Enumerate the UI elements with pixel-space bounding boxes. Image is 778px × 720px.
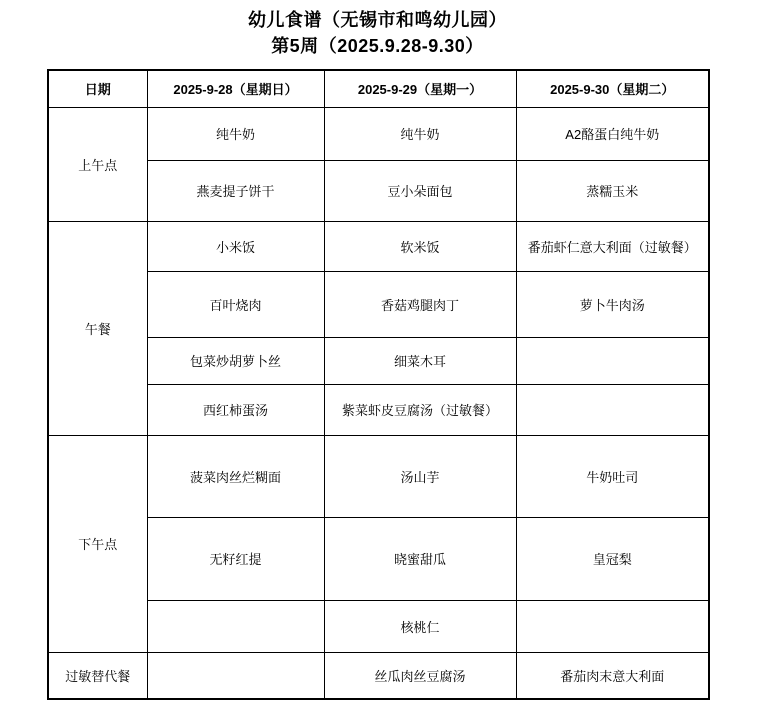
page-title-line2: 第5周（2025.9.28-9.30） <box>271 36 484 56</box>
table-row <box>48 600 709 652</box>
header-cell-date: 日期 <box>48 70 147 107</box>
menu-cell: 皇冠梨 <box>516 517 709 600</box>
menu-cell-empty <box>147 652 324 699</box>
header-cell-day1: 2025-9-28（星期日） <box>147 70 324 107</box>
header-cell-day3: 2025-9-30（星期二） <box>516 70 709 107</box>
table-row <box>48 517 709 600</box>
menu-cell-empty <box>147 600 324 652</box>
table-row <box>48 384 709 435</box>
menu-cell: 包菜炒胡萝卜丝 <box>147 337 324 384</box>
menu-cell: 汤山芋 <box>324 435 516 517</box>
section-label-morning-snack: 上午点 <box>48 107 147 221</box>
table-row <box>48 652 709 699</box>
page-title-line1: 幼儿食谱（无锡市和鸣幼儿园） <box>248 10 507 30</box>
menu-cell: 豆小朵面包 <box>324 160 516 221</box>
table-row <box>48 435 709 517</box>
menu-cell: 百叶烧肉 <box>147 271 324 337</box>
page-title <box>47 7 708 59</box>
menu-cell: 番茄虾仁意大利面（过敏餐） <box>516 221 709 271</box>
menu-cell-empty <box>516 384 709 435</box>
menu-cell: 晓蜜甜瓜 <box>324 517 516 600</box>
table-row <box>48 221 709 271</box>
menu-cell: 软米饭 <box>324 221 516 271</box>
menu-cell: 纯牛奶 <box>147 107 324 160</box>
section-label-afternoon-snack: 下午点 <box>48 435 147 652</box>
table-row <box>48 337 709 384</box>
table-row <box>48 160 709 221</box>
menu-cell: 西红柿蛋汤 <box>147 384 324 435</box>
menu-table <box>47 69 710 700</box>
menu-cell: 番茄肉末意大利面 <box>516 652 709 699</box>
table-header-row <box>48 70 709 107</box>
section-label-lunch: 午餐 <box>48 221 147 435</box>
menu-cell-empty <box>516 600 709 652</box>
menu-cell: 细菜木耳 <box>324 337 516 384</box>
menu-cell: 丝瓜肉丝豆腐汤 <box>324 652 516 699</box>
table-row <box>48 271 709 337</box>
menu-cell: 萝卜牛肉汤 <box>516 271 709 337</box>
menu-cell-empty <box>516 337 709 384</box>
menu-cell: 小米饭 <box>147 221 324 271</box>
menu-cell: A2酪蛋白纯牛奶 <box>516 107 709 160</box>
menu-cell: 核桃仁 <box>324 600 516 652</box>
menu-cell: 紫菜虾皮豆腐汤（过敏餐） <box>324 384 516 435</box>
section-label-allergy-substitute: 过敏替代餐 <box>48 652 147 699</box>
menu-cell: 菠菜肉丝烂糊面 <box>147 435 324 517</box>
menu-cell: 无籽红提 <box>147 517 324 600</box>
header-cell-day2: 2025-9-29（星期一） <box>324 70 516 107</box>
menu-cell: 燕麦提子饼干 <box>147 160 324 221</box>
menu-cell: 牛奶吐司 <box>516 435 709 517</box>
menu-cell: 香菇鸡腿肉丁 <box>324 271 516 337</box>
menu-cell: 蒸糯玉米 <box>516 160 709 221</box>
menu-cell: 纯牛奶 <box>324 107 516 160</box>
table-row <box>48 107 709 160</box>
